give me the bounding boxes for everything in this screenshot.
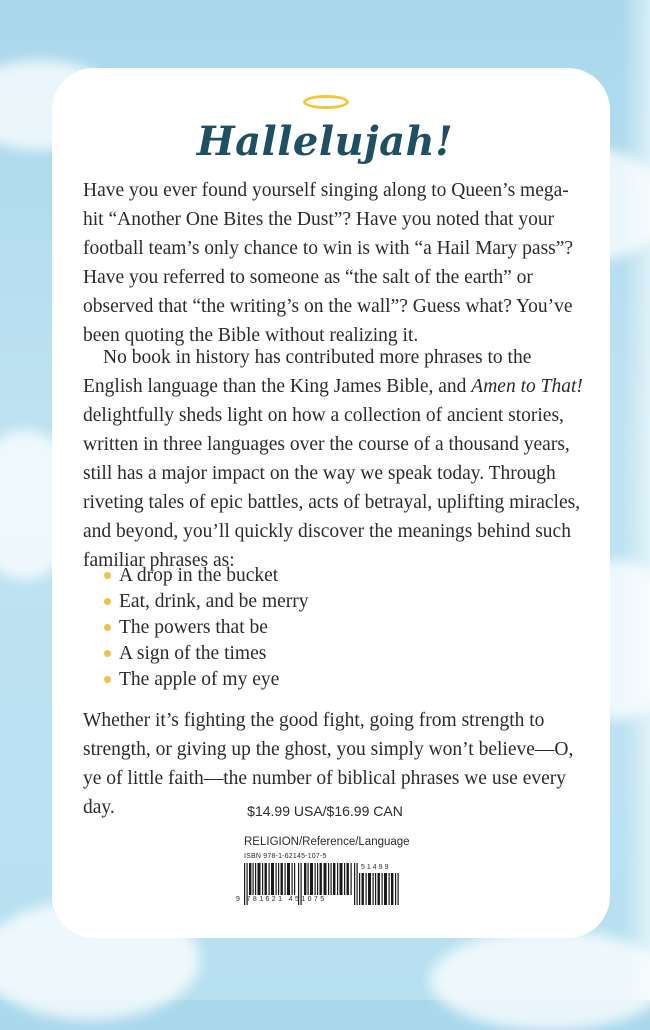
- bullet-icon: [104, 676, 111, 683]
- phrase-text: The apple of my eye: [119, 669, 280, 690]
- bullet-icon: [104, 598, 111, 605]
- intro-paragraph: Have you ever found yourself singing along to Queen’s mega-hit “Another One Bites the Dust”? Have you noted that your football team’s only chance to win is with “a Hail Mary pass”? Have you referred to someone as “the salt of the earth” or observed that “the writing’s on the wall”? Guess what? You’ve been quoting the Bible without realizing it.: [83, 180, 574, 346]
- price-label: $14.99 USA/$16.99 CAN: [247, 803, 403, 819]
- isbn-label: ISBN 978-1-62145-107-5: [244, 853, 327, 860]
- list-item: [104, 641, 309, 667]
- cover-title: Hallelujah!: [196, 118, 454, 165]
- list-item: [104, 615, 309, 641]
- description-text-end: delightfully sheds light on how a collection of ancient stories, written in three languages over the course of a thousand years, still has a major impact on the way we speak today. Through riveting tales of epic battles, acts of betrayal, uplifting miracles, and beyond, you’ll quickly discover the meanings behind such familiar phrases as:: [83, 405, 581, 571]
- bullet-icon: [104, 572, 111, 579]
- barcode-addon-icon: [357, 873, 401, 905]
- category-label: RELIGION/Reference/Language: [244, 836, 410, 848]
- closing-paragraph: Whether it’s fighting the good fight, going from strength to strength, or giving up the ghost, you simply won’t believe—O, ye of little faith—the number of biblical phrases we use every day.: [83, 710, 574, 818]
- phrase-text: Eat, drink, and be merry: [119, 591, 309, 612]
- bullet-icon: [104, 650, 111, 657]
- barcode-addon-digits: 51499: [361, 864, 391, 871]
- cloud-decor: [430, 930, 650, 1030]
- phrase-list: [104, 563, 309, 693]
- list-item: [104, 667, 309, 693]
- description-text-start: No book in history has contributed more phrases to the English language than the King James Bible, and: [83, 347, 532, 397]
- phrase-text: The powers that be: [119, 617, 268, 638]
- halo-icon: [303, 95, 349, 109]
- barcode-digits: 9 781621 451075: [236, 896, 327, 903]
- phrase-text: A drop in the bucket: [119, 565, 279, 586]
- description-paragraph: [83, 343, 583, 575]
- book-title-italic: Amen to That!: [471, 376, 583, 397]
- list-item: [104, 589, 309, 615]
- bullet-icon: [104, 624, 111, 631]
- phrase-text: A sign of the times: [119, 643, 267, 664]
- list-item: [104, 563, 309, 589]
